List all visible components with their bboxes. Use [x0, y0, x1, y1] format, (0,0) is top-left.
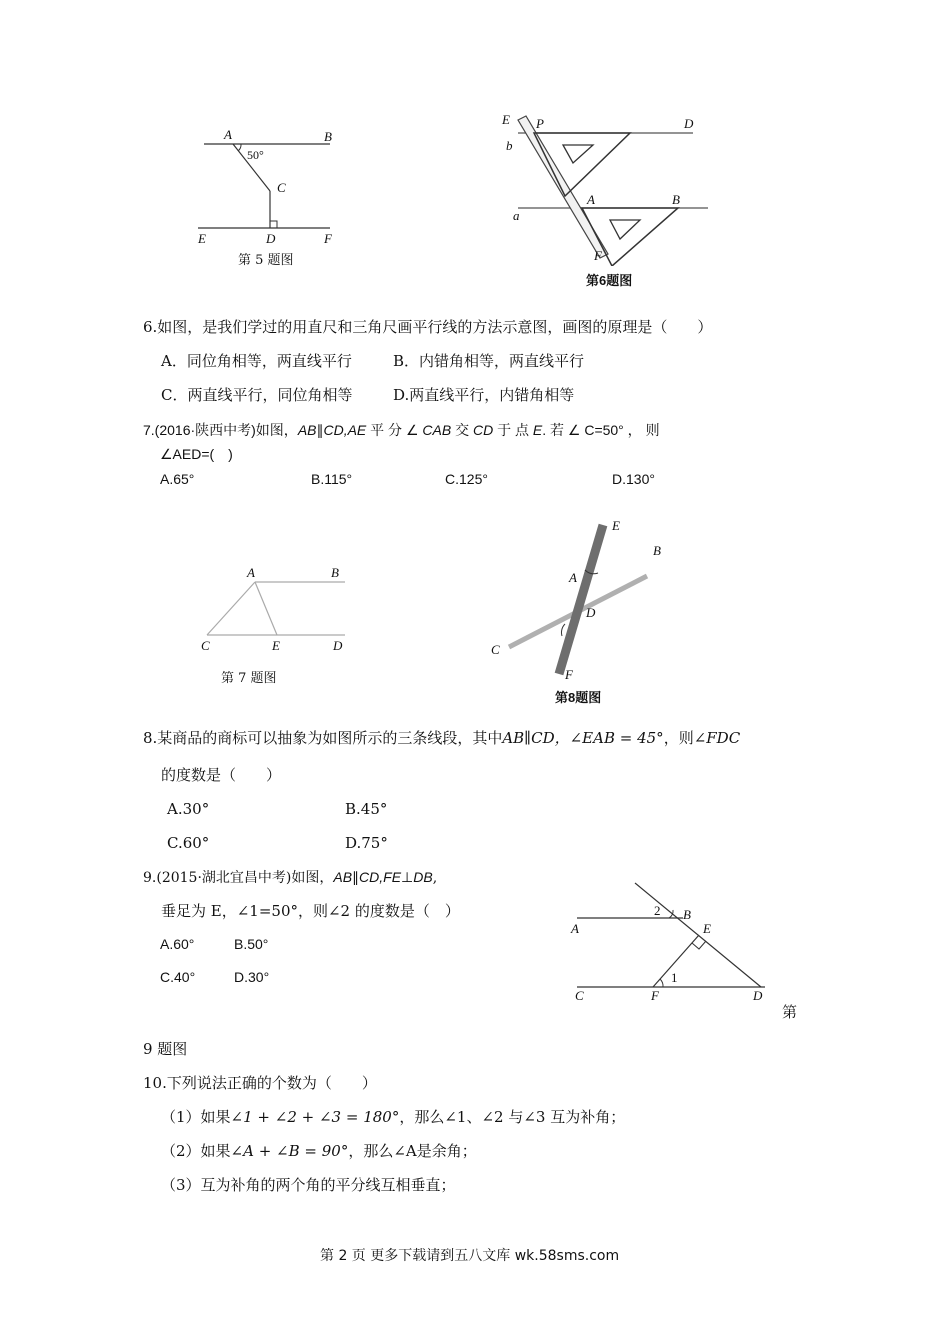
- fig8-label-E: E: [612, 518, 620, 533]
- fig8-label-A: A: [569, 570, 577, 585]
- fig8-label-B: B: [653, 543, 661, 558]
- q8-stem-line1: [143, 728, 740, 748]
- q9-option-b[interactable]: B.50°: [234, 936, 269, 952]
- q10-s2-tail: ，那么∠A是余角；: [348, 1142, 477, 1160]
- fig6-label-D: D: [684, 116, 694, 131]
- fig6-label-P: P: [536, 116, 544, 131]
- fig9-caption-a: 第: [782, 1003, 798, 1021]
- q7-option-b[interactable]: B.115°: [311, 471, 353, 487]
- fig7-label-C: C: [201, 638, 210, 653]
- fig8-label-D: D: [586, 605, 596, 620]
- q7-option-c[interactable]: C.125°: [445, 471, 488, 487]
- fig9-label-2: 2: [654, 903, 661, 918]
- figure-6: [498, 108, 708, 266]
- fig5-label-A: A: [224, 127, 232, 142]
- q7-stem-lead: 7.(2016·陕西中考)如图，: [143, 422, 298, 438]
- q8-option-c[interactable]: C.60°: [167, 834, 210, 852]
- page-footer: 第 2 页 更多下载请到五八文库 wk.58sms.com: [320, 1248, 620, 1264]
- fig7-caption: 第 7 题图: [221, 671, 277, 686]
- q10-stem: 10.下列说法正确的个数为（ ）: [143, 1074, 377, 1092]
- q6-option-c[interactable]: C．两直线平行，同位角相等: [161, 386, 353, 404]
- q7-stem-e: E: [532, 422, 543, 438]
- figure-8: [485, 512, 675, 687]
- q7-stem-cab: CAB: [422, 422, 452, 438]
- q7-stem-mid: 平 分 ∠: [366, 422, 423, 438]
- fig6-label-A: A: [587, 192, 595, 207]
- fig5-angle-label: 50°: [247, 148, 264, 162]
- q9-stem-line1: [143, 867, 437, 888]
- q6-option-d[interactable]: D.两直线平行，内错角相等: [393, 386, 575, 404]
- fig5-caption: 第 5 题图: [238, 253, 294, 268]
- q7-stem-mid2: 交: [451, 422, 473, 438]
- figure-5: [190, 125, 340, 250]
- q6-stem: 6.如图，是我们学过的用直尺和三角尺画平行线的方法示意图，画图的原理是（ ）: [143, 318, 713, 336]
- fig9-label-C: C: [575, 988, 584, 1003]
- q7-stem-mid3: 于 点: [493, 422, 533, 438]
- fig9-label-A: A: [571, 921, 579, 936]
- fig7-label-D: D: [333, 638, 343, 653]
- q8-option-b[interactable]: B.45°: [345, 800, 388, 818]
- q8-stem-lead: 8.某商品的商标可以抽象为如图所示的三条线段，其中: [143, 729, 503, 747]
- q7-option-a[interactable]: A.65°: [160, 471, 195, 487]
- fig5-label-C: C: [277, 180, 286, 195]
- fig5-label-B: B: [324, 129, 332, 144]
- fig5-label-F: F: [324, 231, 332, 246]
- fig5-label-D: D: [266, 231, 276, 246]
- fig9-label-D: D: [753, 988, 763, 1003]
- q8-stem-line2: 的度数是（ ）: [161, 766, 282, 784]
- fig9-caption-b: 9 题图: [143, 1040, 188, 1058]
- figure-7: [195, 560, 355, 655]
- fig9-label-1: 1: [671, 970, 678, 985]
- q9-option-c[interactable]: C.40°: [160, 969, 196, 985]
- q7-stem-cd: CD: [472, 422, 494, 438]
- q8-stem-math: AB∥CD，∠EAB = 45°: [502, 729, 664, 747]
- fig6-label-a: a: [513, 208, 520, 223]
- fig6-label-E: E: [502, 112, 510, 127]
- q10-s2-lead: （2）如果: [161, 1142, 231, 1160]
- fig5-label-E: E: [198, 231, 206, 246]
- q10-s1-lead: （1）如果: [161, 1108, 231, 1126]
- fig8-label-C: C: [491, 642, 500, 657]
- fig9-label-F: F: [651, 988, 659, 1003]
- fig8-label-F: F: [565, 667, 573, 682]
- q9-stem-math: AB∥CD,FE⊥DB: [333, 869, 433, 885]
- fig6-caption: 第6题图: [586, 273, 633, 288]
- fig9-label-B: B: [683, 907, 691, 922]
- fig6-label-B: B: [672, 192, 680, 207]
- q10-s1-tail: ，那么∠1、∠2 与∠3 互为补角；: [399, 1108, 626, 1126]
- q7-stem-tail: . 若 ∠ C=50° ， 则: [542, 422, 660, 438]
- q7-stem-line2: ∠AED=( ): [160, 446, 233, 462]
- q8-stem-math2: ∠FDC: [693, 729, 741, 747]
- q9-option-a[interactable]: A.60°: [160, 936, 195, 952]
- q7-option-d[interactable]: D.130°: [612, 471, 655, 487]
- q6-option-a[interactable]: A．同位角相等，两直线平行: [161, 352, 352, 370]
- q9-stem-tail: ,: [432, 870, 438, 886]
- q7-stem-line1: [143, 420, 660, 440]
- q9-option-d[interactable]: D.30°: [234, 969, 270, 985]
- q8-option-a[interactable]: A.30°: [167, 800, 210, 818]
- q9-stem-line2: 垂足为 E，∠1=50°，则∠2 的度数是（ ）: [161, 902, 460, 920]
- q7-stem-math: AB∥CD,AE: [297, 422, 367, 438]
- q6-option-b[interactable]: B．内错角相等，两直线平行: [393, 352, 585, 370]
- fig7-label-E: E: [272, 638, 280, 653]
- q10-statement-2: [161, 1141, 477, 1161]
- figure-9: [565, 875, 775, 1010]
- q8-option-d[interactable]: D.75°: [345, 834, 388, 852]
- fig6-label-F: F: [594, 248, 602, 263]
- fig8-caption: 第8题图: [555, 690, 602, 705]
- q10-s1-math: ∠1 + ∠2 + ∠3 = 180°: [230, 1108, 400, 1126]
- fig6-label-b: b: [506, 138, 513, 153]
- fig9-label-E: E: [703, 921, 711, 936]
- q10-s2-math: ∠A + ∠B = 90°: [230, 1142, 349, 1160]
- q10-statement-3: （3）互为补角的两个角的平分线互相垂直；: [161, 1176, 456, 1194]
- q10-statement-1: [161, 1107, 625, 1127]
- q8-stem-mid: ，则: [663, 729, 694, 747]
- q9-stem-lead: 9.(2015·湖北宜昌中考)如图，: [143, 870, 334, 886]
- fig7-label-A: A: [247, 565, 255, 580]
- fig7-label-B: B: [331, 565, 339, 580]
